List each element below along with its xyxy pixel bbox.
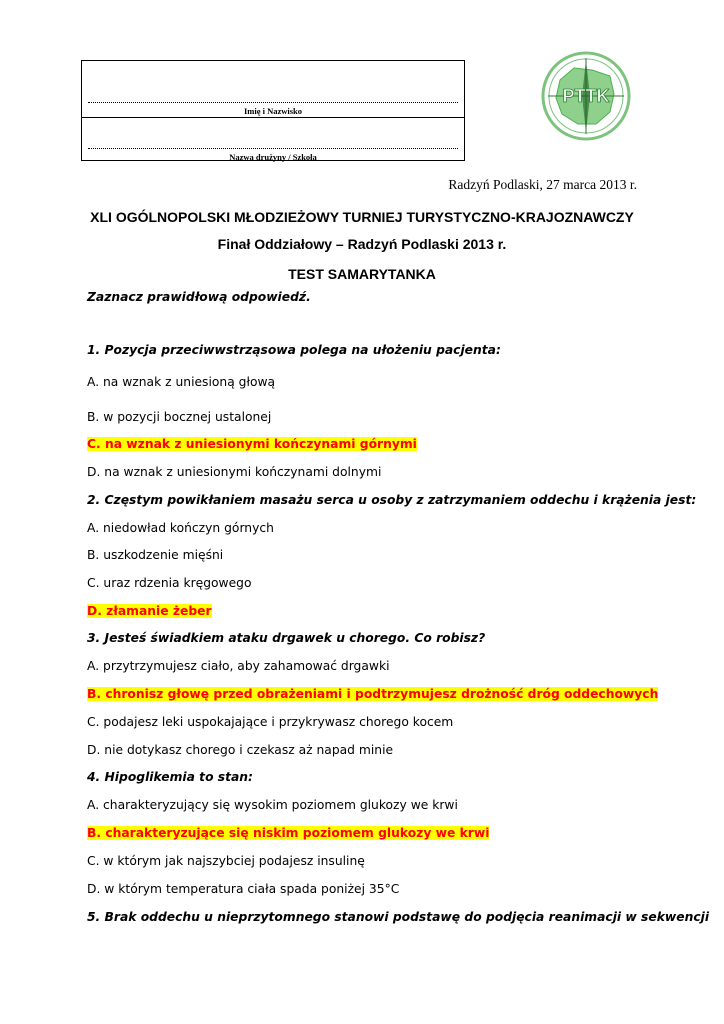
- answer-4c: C. w którym jak najszybciej podajesz insulinę: [87, 854, 365, 868]
- question-3: 3. Jesteś świadkiem ataku drgawek u chorego. Co robisz?: [87, 631, 486, 645]
- answer-1c-correct: C. na wznak z uniesionymi kończynami górnymi: [87, 437, 417, 451]
- answer-4b-correct: B. charakteryzujące się niskim poziomem glukozy we krwi: [87, 826, 490, 840]
- answer-3a: A. przytrzymujesz ciało, aby zahamować drgawki: [87, 659, 390, 673]
- logo-text: PTTK: [562, 86, 610, 106]
- place-date: Radzyń Podlaski, 27 marca 2013 r.: [448, 177, 637, 192]
- answer-3b-correct: B. chronisz głowę przed obrażeniami i podtrzymujesz drożność dróg oddechowych: [87, 687, 659, 701]
- answer-3c: C. podajesz leki uspokajające i przykrywasz chorego kocem: [87, 715, 454, 729]
- pttk-logo: [540, 50, 632, 142]
- instruction: Zaznacz prawidłową odpowiedź.: [87, 290, 311, 304]
- team-dotted-line: [88, 148, 458, 149]
- answer-4d: D. w którym temperatura ciała spada poniżej 35°C: [87, 882, 400, 896]
- answer-4a: A. charakteryzujący się wysokim poziomem glukozy we krwi: [87, 798, 458, 812]
- answer-1a: A. na wznak z uniesioną głową: [87, 375, 276, 389]
- title-tournament: XLI OGÓLNOPOLSKI MŁODZIEŻOWY TURNIEJ TURYSTYCZNO-KRAJOZNAWCZY: [90, 209, 634, 225]
- title-final: Finał Oddziałowy – Radzyń Podlaski 2013 r.: [217, 236, 507, 252]
- question-1: 1. Pozycja przeciwwstrząsowa polega na ułożeniu pacjenta:: [87, 343, 501, 357]
- team-label: Nazwa drużyny / Szkoła: [229, 152, 317, 162]
- answer-2c: C. uraz rdzenia kręgowego: [87, 576, 252, 590]
- name-label: Imię i Nazwisko: [243, 106, 303, 116]
- answer-2d-correct: D. złamanie żeber: [87, 604, 212, 618]
- name-team-box: [81, 60, 465, 161]
- question-2: 2. Częstym powikłaniem masażu serca u osoby z zatrzymaniem oddechu i krążenia jest:: [87, 493, 697, 507]
- question-5: 5. Brak oddechu u nieprzytomnego stanowi podstawę do podjęcia reanimacji w sekwencji: [87, 910, 710, 924]
- name-dotted-line: [88, 102, 458, 103]
- question-4: 4. Hipoglikemia to stan:: [87, 770, 253, 784]
- box-divider: [82, 117, 464, 118]
- title-test: TEST SAMARYTANKA: [288, 266, 436, 282]
- answer-1d: D. na wznak z uniesionymi kończynami dolnymi: [87, 465, 382, 479]
- answer-1b: B. w pozycji bocznej ustalonej: [87, 410, 272, 424]
- answer-3d: D. nie dotykasz chorego i czekasz aż napad minie: [87, 743, 394, 757]
- answer-2b: B. uszkodzenie mięśni: [87, 548, 224, 562]
- answer-2a: A. niedowład kończyn górnych: [87, 521, 274, 535]
